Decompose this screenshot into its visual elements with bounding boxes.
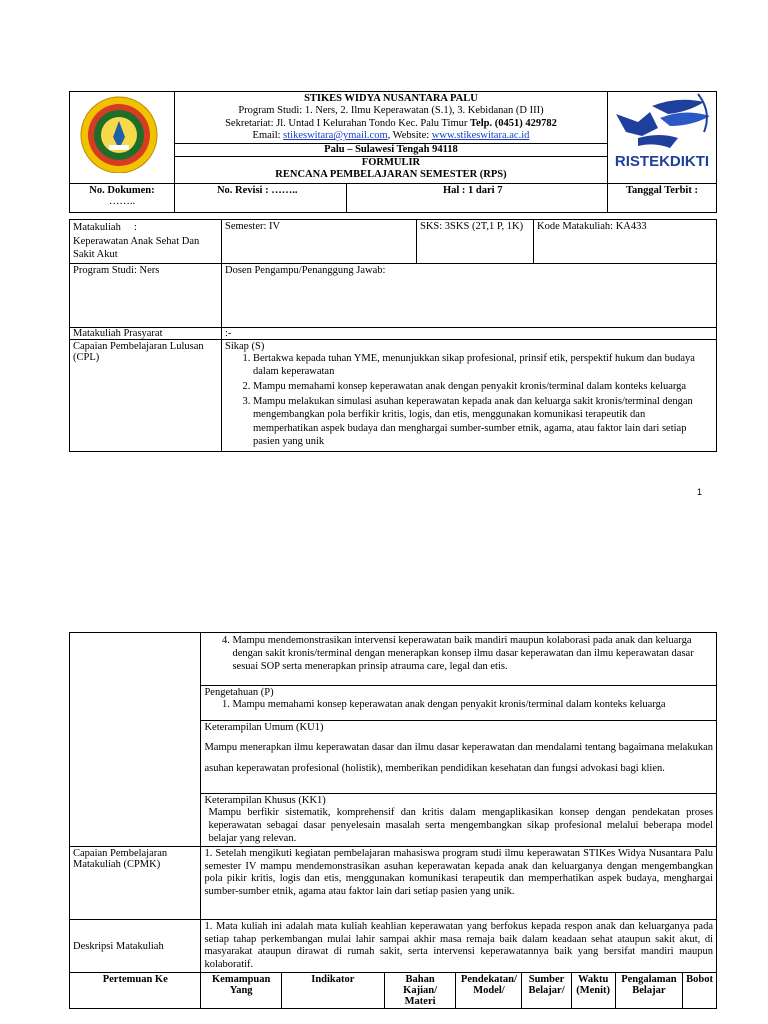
city-line: Palu – Sulawesi Tengah 94118 (175, 143, 607, 156)
keterampilan-umum-label: Keterampilan Umum (KU1) (204, 722, 324, 733)
contact-line (177, 130, 605, 142)
schedule-header-row (70, 972, 717, 1008)
col-header: Pengalaman Belajar (615, 972, 683, 1008)
pengetahuan-label: Pengetahuan (P) (204, 687, 274, 698)
lecturer-cell: Dosen Pengampu/Penanggung Jawab: (222, 263, 717, 327)
keterampilan-umum-text: Mampu menerapkan ilmu keperawatan dasar dan ilmu dasar keperawatan dan mendalami tentang bagaimana melakukan asuhan keperawatan profesional (holistik), memberikan pendidikan kesehatan dan fungsi advokasi bagi klien. (204, 742, 713, 774)
date-label: Tanggal Terbit : (607, 184, 716, 213)
institution-info-cell (174, 92, 607, 184)
course-code-cell: Kode Matakuliah: KA433 (534, 220, 717, 264)
website-link[interactable]: www.stikeswitara.ac.id (431, 130, 530, 142)
col-header: Sumber Belajar/ (522, 972, 571, 1008)
course-outcomes-table (69, 632, 717, 1009)
keterampilan-khusus-label: Keterampilan Khusus (KK1) (204, 795, 326, 806)
cpmk-text-cell: 1. Setelah mengikuti kegiatan pembelajaran mahasiswa program studi ilmu keperawatan STIKes Widya Nusantara Palu semester IV mampu mendemonstrasikan asuhan keperawatan kepada anak dan keluarganya dengan mengembangkan pola pikir kritis, logis dan etis, menggunakan komunikasi terapeutik dan memperhatikan aspek budaya, menghargai sumber-sumber etnik, agama atau faktor lain dari setiap pasien yang unik. (201, 847, 717, 920)
page-label: Hal : 1 dari 7 (442, 185, 503, 196)
col-header: Bahan Kajian/ Materi (384, 972, 456, 1008)
page-number: 1 (697, 487, 703, 497)
address-line (177, 118, 605, 130)
col-header: Waktu (Menit) (571, 972, 615, 1008)
col-header: Indikator (281, 972, 384, 1008)
cpmk-label-cell: Capaian Pembelajaran Matakuliah (CPMK) (70, 847, 201, 920)
keterampilan-khusus-text: Mampu berfikir sistematik, komprehensif dan kritis dalam mengaplikasikan konsep dengan pendekatan proses keperawatan sebagai dasar penyelesain masalah serta mengembangkan sikap profesional melalui beberapa model belajar yang relevan. (208, 807, 713, 845)
ministry-logo-cell (607, 92, 716, 184)
website-label: , Website: (387, 130, 432, 142)
course-name-separator: : (133, 222, 137, 233)
revision-page-cell (174, 184, 607, 213)
sikap-list (225, 352, 713, 448)
institution-seal-logo (73, 93, 169, 173)
sikap-item: 1. Bertakwa kepada tuhan YME, menunjukkan sikap profesional, prinsif etik, perspektif hukum dan budaya dalam keperawatan (253, 352, 713, 378)
doc-number-cell (70, 184, 175, 213)
sikap-item: 3. Mampu melakukan simulasi asuhan keperawatan kepada anak dan keluarga sakit kronis/terminal dengan mengembangkan pola berfikir kritis, logis, dan etis, menggunakan komunikasi terapeutik dan memperhatikan aspek budaya dan menghargai sumber-sumber etnik, agama, atau faktor lain dari setiap pasien yang unik (253, 395, 713, 448)
col-header: Bobot (683, 972, 717, 1008)
sikap-list-continued (204, 634, 713, 673)
course-info-table (69, 219, 717, 452)
form-title: FORMULIR (175, 156, 607, 169)
semester-cell: Semester: IV (222, 220, 417, 264)
email-link[interactable]: stikeswitara@ymail.com (283, 130, 388, 142)
keterampilan-khusus-cell (201, 794, 717, 847)
pengetahuan-cell (201, 686, 717, 721)
col-header: Pertemuan Ke (70, 972, 201, 1008)
institution-name: STIKES WIDYA NUSANTARA PALU (304, 93, 478, 104)
doc-number-label: No. Dokumen: (89, 185, 155, 196)
prereq-value-cell: :- (222, 327, 717, 339)
pengetahuan-item: 1. Mampu memahami konsep keperawatan anak dengan penyakit kronis/terminal dalam konteks keluarga (232, 698, 713, 711)
cpl-content-cell (222, 339, 717, 451)
ristekdikti-logo-text: RISTEKDIKTI (614, 153, 710, 170)
sikap-item-4-cell (201, 633, 717, 686)
cpl-label-cell: Capaian Pembelajaran Lulusan (CPL) (70, 339, 222, 451)
institution-logo-cell (70, 92, 175, 184)
course-name-value: Keperawatan Anak Sehat Dan Sakit Akut (73, 235, 200, 261)
sks-cell: SKS: 3SKS (2T,1 P, 1K) (417, 220, 534, 264)
keterampilan-umum-cell (201, 721, 717, 794)
col-header: Kemampuan Yang (201, 972, 281, 1008)
cpl-continued-label-cell (70, 633, 201, 847)
pengetahuan-list (204, 698, 713, 711)
program-line: Program Studi: 1. Ners, 2. Ilmu Keperawatan (S.1), 3. Kebidanan (D III) (238, 105, 544, 117)
prereq-label-cell: Matakuliah Prasyarat (70, 327, 222, 339)
course-name-label: Matakuliah (73, 222, 121, 233)
description-label-cell (70, 920, 201, 973)
phone-number: Telp. (0451) 429782 (470, 117, 557, 129)
description-label: Deskripsi Matakuliah (73, 940, 164, 952)
col-header: Pendekatan/ Model/ (456, 972, 522, 1008)
header-table (69, 91, 717, 213)
doc-number-value: …….. (108, 196, 136, 207)
course-name-cell (70, 220, 222, 264)
sikap-label: Sikap (S) (225, 340, 265, 352)
revision-label: No. Revisi : …….. (175, 184, 347, 212)
sikap-item: 4. Mampu mendemonstrasikan intervensi keperawatan baik mandiri maupun kolaborasi pada anak dan keluarga dengan sakit kronis/terminal dengan menerapkan konsep ilmu dasar keperawatan dan ilmu keperawatan dasar sesuai SOP serta menerapkan prinsip atrauma care, legal dan etis. (232, 634, 713, 673)
sikap-item: 2. Mampu memahami konsep keperawatan anak dengan penyakit kronis/terminal dalam konteks keluarga (253, 380, 713, 393)
ristekdikti-logo (608, 92, 716, 180)
program-study-cell: Program Studi: Ners (70, 263, 222, 327)
address-text: Sekretariat: Jl. Untad I Kelurahan Tondo Kec. Palu Timur (225, 117, 470, 129)
email-label: Email: (252, 130, 284, 142)
description-text-cell: 1. Mata kuliah ini adalah mata kuliah keahlian keperawatan yang berfokus kepada respon anak dan keluarganya pada setiap tahap perkembangan mulai lahir sampai akhir masa remaja baik dalam keadaan sehat ataupun sakit akut, di masyarakat ataupun dirawat di rumah sakit, serta intervensi keperawatannya baik yang bersifat mandiri maupun kolaboratif. (201, 920, 717, 973)
form-subtitle: RENCANA PEMBELAJARAN SEMESTER (RPS) (275, 169, 507, 181)
